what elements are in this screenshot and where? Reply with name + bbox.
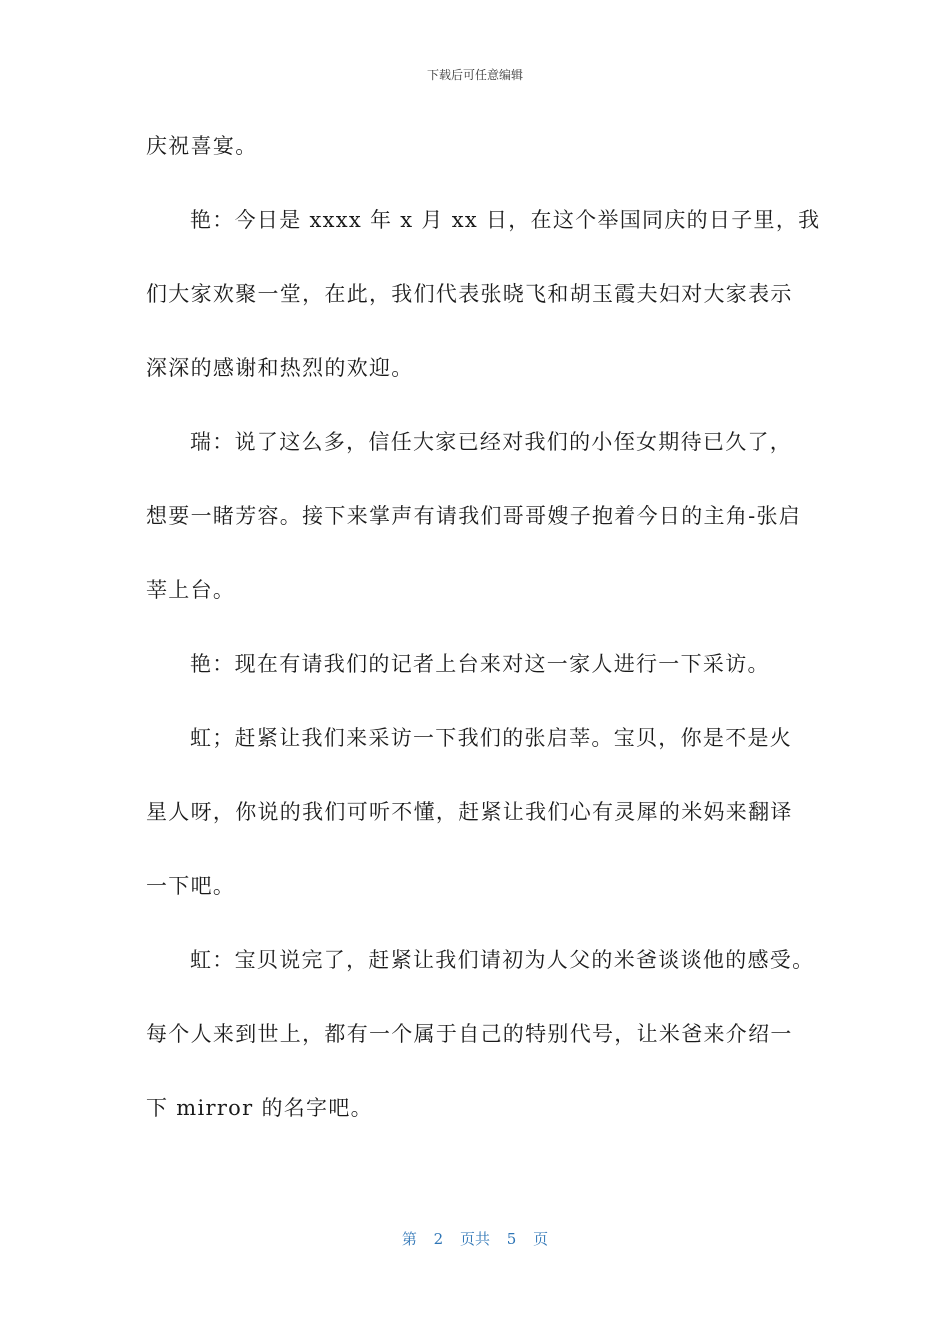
text-line: 星人呀，你说的我们可听不懂，赶紧让我们心有灵犀的米妈来翻译 xyxy=(146,800,793,824)
text-line: 艳：现在有请我们的记者上台来对这一家人进行一下采访。 xyxy=(190,652,770,676)
text-line: 下 mirror 的名字吧。 xyxy=(146,1096,373,1120)
text-line: 虹；赶紧让我们来采访一下我们的张启莘。宝贝，你是不是火 xyxy=(190,726,793,750)
text-line: 莘上台。 xyxy=(146,578,236,602)
text-line: 每个人来到世上，都有一个属于自己的特别代号，让米爸来介绍一 xyxy=(146,1022,793,1046)
page-header: 下载后可任意编辑 xyxy=(426,68,523,82)
text-line: 一下吧。 xyxy=(146,874,236,898)
text-line: 庆祝喜宴。 xyxy=(146,134,258,158)
text-line: 想要一睹芳容。接下来掌声有请我们哥哥嫂子抱着今日的主角-张启 xyxy=(146,504,802,528)
text-line: 艳：今日是 xxxx 年 x 月 xx 日，在这个举国同庆的日子里，我 xyxy=(190,208,821,232)
document-body xyxy=(146,120,821,1156)
text-line: 们大家欢聚一堂，在此，我们代表张晓飞和胡玉霞夫妇对大家表示 xyxy=(146,282,793,306)
page-number-footer: 第 2 页共 5 页 xyxy=(401,1230,549,1248)
text-line: 虹：宝贝说完了，赶紧让我们请初为人父的米爸谈谈他的感受。 xyxy=(190,948,815,972)
text-line: 深深的感谢和热烈的欢迎。 xyxy=(146,356,414,380)
text-line: 瑞：说了这么多，信任大家已经对我们的小侄女期待已久了， xyxy=(190,430,793,454)
